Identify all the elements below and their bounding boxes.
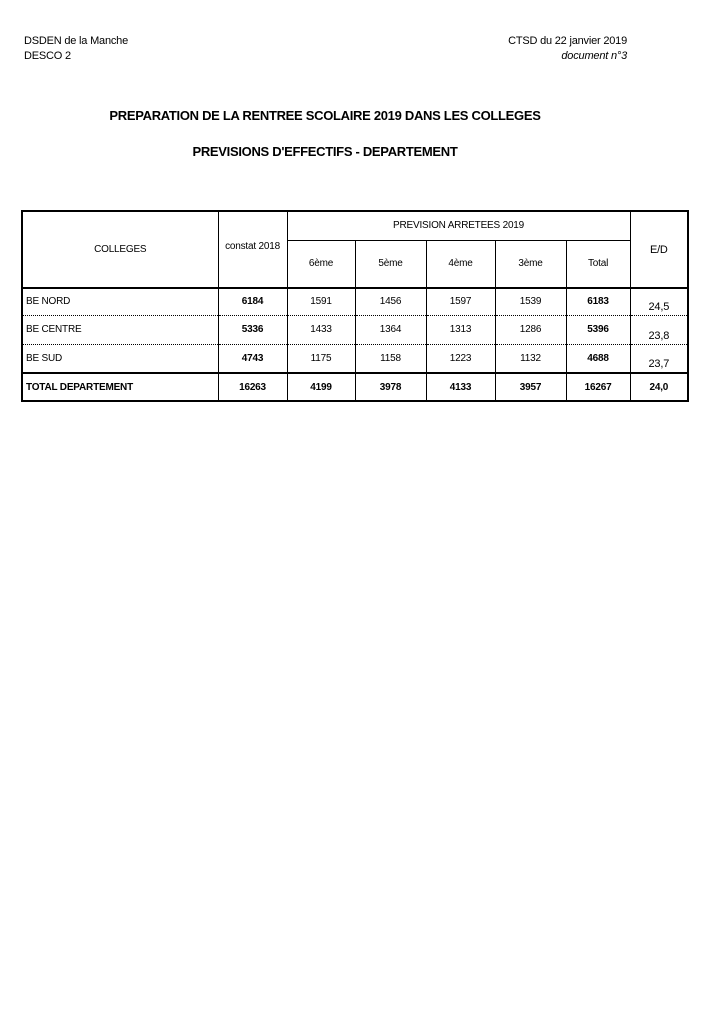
cell-3eme: 1132 — [495, 344, 566, 373]
col-header-ed: E/D — [630, 211, 688, 288]
document-title: PREPARATION DE LA RENTREE SCOLAIRE 2019 DANS LES COLLEGES — [109, 108, 541, 123]
col-header-colleges: COLLEGES — [22, 211, 218, 288]
meeting-reference: CTSD du 22 janvier 2019 — [508, 35, 627, 47]
col-header-6eme: 6ème — [287, 240, 355, 288]
cell-5eme: 1364 — [355, 315, 426, 344]
cell-6eme: 1591 — [287, 288, 355, 315]
table-row-be-nord — [22, 288, 688, 315]
cell-constat: 16263 — [218, 373, 287, 401]
cell-ed: 24,0 — [630, 373, 688, 401]
document-number: document n°3 — [561, 50, 627, 62]
row-name: BE NORD — [22, 288, 218, 315]
issuer-department: DESCO 2 — [24, 50, 71, 62]
header-row-1 — [22, 211, 688, 240]
forecast-table — [21, 210, 689, 402]
row-name: BE SUD — [22, 344, 218, 373]
table-row-be-centre — [22, 315, 688, 344]
row-name: TOTAL DEPARTEMENT — [22, 373, 218, 401]
document-subtitle: PREVISIONS D'EFFECTIFS - DEPARTEMENT — [192, 144, 458, 159]
row-name: BE CENTRE — [22, 315, 218, 344]
header-right — [508, 34, 627, 64]
cell-5eme: 1456 — [355, 288, 426, 315]
cell-ed: 23,8 — [630, 315, 688, 344]
cell-3eme: 1286 — [495, 315, 566, 344]
cell-4eme: 1597 — [426, 288, 495, 315]
col-header-3eme: 3ème — [495, 240, 566, 288]
cell-3eme: 3957 — [495, 373, 566, 401]
issuer-name: DSDEN de la Manche — [24, 35, 129, 47]
header-left — [24, 34, 128, 64]
cell-total: 5396 — [566, 315, 630, 344]
cell-4eme: 4133 — [426, 373, 495, 401]
cell-6eme: 4199 — [287, 373, 355, 401]
cell-total: 6183 — [566, 288, 630, 315]
cell-ed: 23,7 — [630, 344, 688, 373]
cell-5eme: 3978 — [355, 373, 426, 401]
cell-4eme: 1313 — [426, 315, 495, 344]
cell-total: 16267 — [566, 373, 630, 401]
cell-constat: 4743 — [218, 344, 287, 373]
cell-constat: 6184 — [218, 288, 287, 315]
cell-5eme: 1158 — [355, 344, 426, 373]
col-header-5eme: 5ème — [355, 240, 426, 288]
table-row-be-sud — [22, 344, 688, 373]
cell-total: 4688 — [566, 344, 630, 373]
col-header-prevision-group: PREVISION ARRETEES 2019 — [287, 211, 630, 240]
cell-ed: 24,5 — [630, 288, 688, 315]
col-header-4eme: 4ème — [426, 240, 495, 288]
cell-3eme: 1539 — [495, 288, 566, 315]
cell-6eme: 1433 — [287, 315, 355, 344]
cell-6eme: 1175 — [287, 344, 355, 373]
col-header-total: Total — [566, 240, 630, 288]
cell-4eme: 1223 — [426, 344, 495, 373]
col-header-constat: constat 2018 — [218, 211, 287, 288]
table-row-total — [22, 373, 688, 401]
cell-constat: 5336 — [218, 315, 287, 344]
